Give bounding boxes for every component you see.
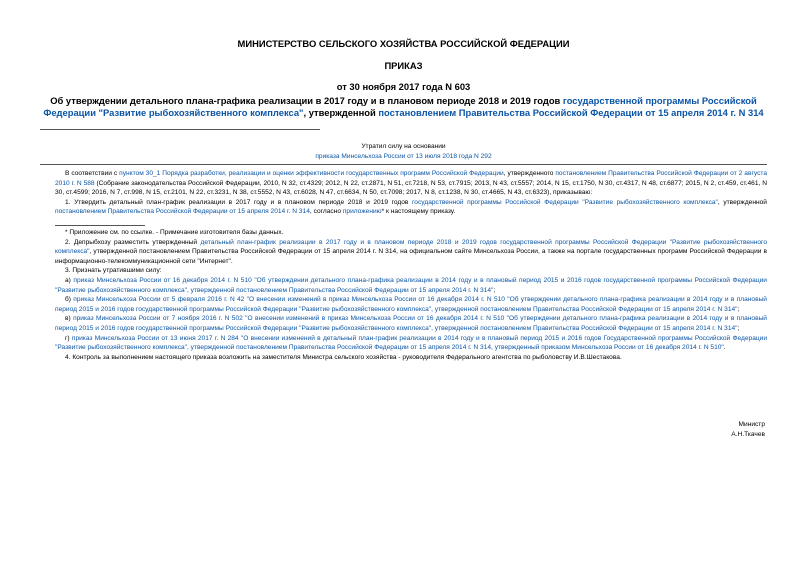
preamble-paragraph [55,169,767,198]
paragraph-3d [55,334,767,353]
p3a-link-order[interactable]: приказ Минсельхоза России от 16 декабря 2014 г. N 510 "Об утверждении детального плана-графика реализации в 2014 году и в плановый период 2015 и 2016 годов государственной программы Российской Федерации "Развитие рыбохозяйственного комплекса", утвержденной постановлением Правительства Российской Федерации от 15 апреля 2014 г. N 314" [55,276,767,294]
p2-link-plan[interactable]: детальный план-график реализации в 2017 году и в плановом периоде 2018 и 2019 годов государственной программы Российской Федерации "Развитие рыбохозяйственного комплекса" [55,238,767,256]
title-text-1: Об утверждении детального плана-графика реализации в 2017 году и в плановом периоде 2018 и 2019 годов [50,95,563,106]
preamble-text-a: В соответствии с [65,170,120,177]
doc-type-heading: ПРИКАЗ [384,60,423,71]
footnote-divider [55,225,145,226]
ministry-heading: МИНИСТЕРСТВО СЕЛЬСКОГО ХОЗЯЙСТВА РОССИЙСКОЙ ФЕДЕРАЦИИ [237,38,570,49]
status-note-line1: Утратил силу на основании [361,143,446,150]
paragraph-3b [55,295,767,314]
p1-link-program[interactable]: государственной программы Российской Федерации "Развитие рыбохозяйственного комплекса" [412,198,718,206]
paragraph-3a [55,276,767,295]
title-link-decree[interactable]: постановлением Правительства Российской Федерации от 15 апреля 2014 г. N 314 [378,107,764,118]
signature-name: А.Н.Ткачев [731,431,765,438]
p3d-prefix: г) [65,334,72,342]
document-body [55,169,767,362]
title-text-2: , утвержденной [303,107,379,118]
title-link-program[interactable]: государственной программы Российской Федерации "Развитие рыбохозяйственного комплекса" [43,95,757,118]
p3b-prefix: б) [65,296,74,304]
preamble-link-decree[interactable]: постановлением Правительства Российской Федерации от 2 августа 2010 г. N 588 [55,170,767,187]
p1-text-d: * к настоящему приказу. [381,208,456,216]
p1-text-c: , согласно [309,208,343,216]
p1-link-appendix[interactable]: приложению [342,208,382,216]
preamble-link-order[interactable]: пунктом 30_1 Порядка разработки, реализации и оценки эффективности государственных программ Российской Федерации [119,170,504,177]
date-number-heading: от 30 ноября 2017 года N 603 [336,81,471,92]
status-note-link[interactable]: приказа Минсельхоза России от 13 июля 2018 года N 292 [315,153,492,160]
p3b-end: ; [737,305,740,313]
document-title [40,95,767,119]
divider-status [40,164,767,165]
p3a-end: ; [493,286,496,294]
preamble-text-b: , утвержденного [503,170,556,177]
p1-link-decree[interactable]: постановлением Правительства Российской Федерации от 15 апреля 2014 г. N 314 [55,208,310,216]
p3c-end: ; [737,324,740,332]
paragraph-2 [55,238,767,267]
p1-text-b: , утвержденной [717,198,767,206]
p3a-prefix: а) [65,276,74,284]
p1-text-a: 1. Утвердить детальный план-график реализации в 2017 году и в плановом периоде 2018 и 2019 годов [65,198,413,206]
footnote: * Приложение см. по ссылке. - Примечание изготовителя базы данных. [65,228,284,236]
preamble-text-c: (Собрание законодательства Российской Федерации, 2010, N 32, ст.4329; 2012, N 22, ст.2871, N 51, ст.7218, N 53, ст.7915; 2013, N 43, ст.5557; 2014, N 15, ст.1750, N 30, ст.4317, N 48, ст.6877; 2015, N 2, ст.459, ст.461, N 30, ст.4599; 2016, N 7, ст.998, N 15, ст.2101, N 22, ст.3231, N 38, ст.5552, N 43, ст.6028, N 47, ст.6634, N 50, ст.7098; 2017, N 8, ст.1238, N 30, ст.4665, N 43, ст.6323), приказываю: [55,179,768,197]
paragraph-3: 3. Признать утратившими силу: [65,267,162,275]
p3c-prefix: в) [65,315,74,323]
p3d-link-order[interactable]: приказ Минсельхоза России от 13 июня 2017 г. N 284 "О внесении изменений в детальный план-график реализации в 2014 году и в плановый период 2015 и 2016 годов Государственной программы Российской Федерации "Развитие рыбохозяйственного комплекса", утвержденной постановлением Правительства Российской Федерации от 15 апреля 2014 г. N 314, утвержденный приказом Минсельхоза России от 16 декабря 2014 г. N 510" [55,334,768,352]
paragraph-4: 4. Контроль за выполнением настоящего приказа возложить на заместителя Министра сельского хозяйства - руководителя Федерального агентства по рыболовству И.В.Шестакова. [65,353,622,361]
p3b-link-order[interactable]: приказ Минсельхоза России от 5 февраля 2016 г. N 42 "О внесении изменений в приказ Минсельхоза России от 16 декабря 2014 г. N 510 "Об утверждении детального плана-графика реализации в 2014 году и в плановый период 2015 и 2016 годов государственной программы Российской Федерации "Развитие рыбохозяйственного комплекса", утвержденной постановлением Правительства Российской Федерации от 15 апреля 2014 г. N 314" [55,296,767,313]
signature-position: Министр [738,421,765,428]
spacer [55,217,767,225]
p3c-link-order[interactable]: приказ Минсельхоза России от 7 ноября 2016 г. N 502 "О внесении изменений в приказ Минсельхоза России от 16 декабря 2014 г. N 510 "Об утверждении детального плана-графика реализации в 2014 году и в плановый период 2015 и 2016 годов государственной программы Российской Федерации "Развитие рыбохозяйственного комплекса", утвержденной постановлением Правительства Российской Федерации от 15 апреля 2014 г. N 314" [55,315,767,332]
p2-text-b: , утвержденной постановлением Правительства Российской Федерации от 15 апреля 2014 г. N 314, на официальном сайте Минсельхоза России, а также на портале государственных программ Российской Федерации в информационно-телекоммуникационной сети "Интернет". [55,248,767,265]
p3d-end: . [723,344,726,352]
paragraph-1 [55,198,767,217]
paragraph-3c [55,314,767,333]
divider-top [40,129,320,130]
p2-text-a: 2. Депрыбхозу разместить утвержденный [65,238,201,246]
